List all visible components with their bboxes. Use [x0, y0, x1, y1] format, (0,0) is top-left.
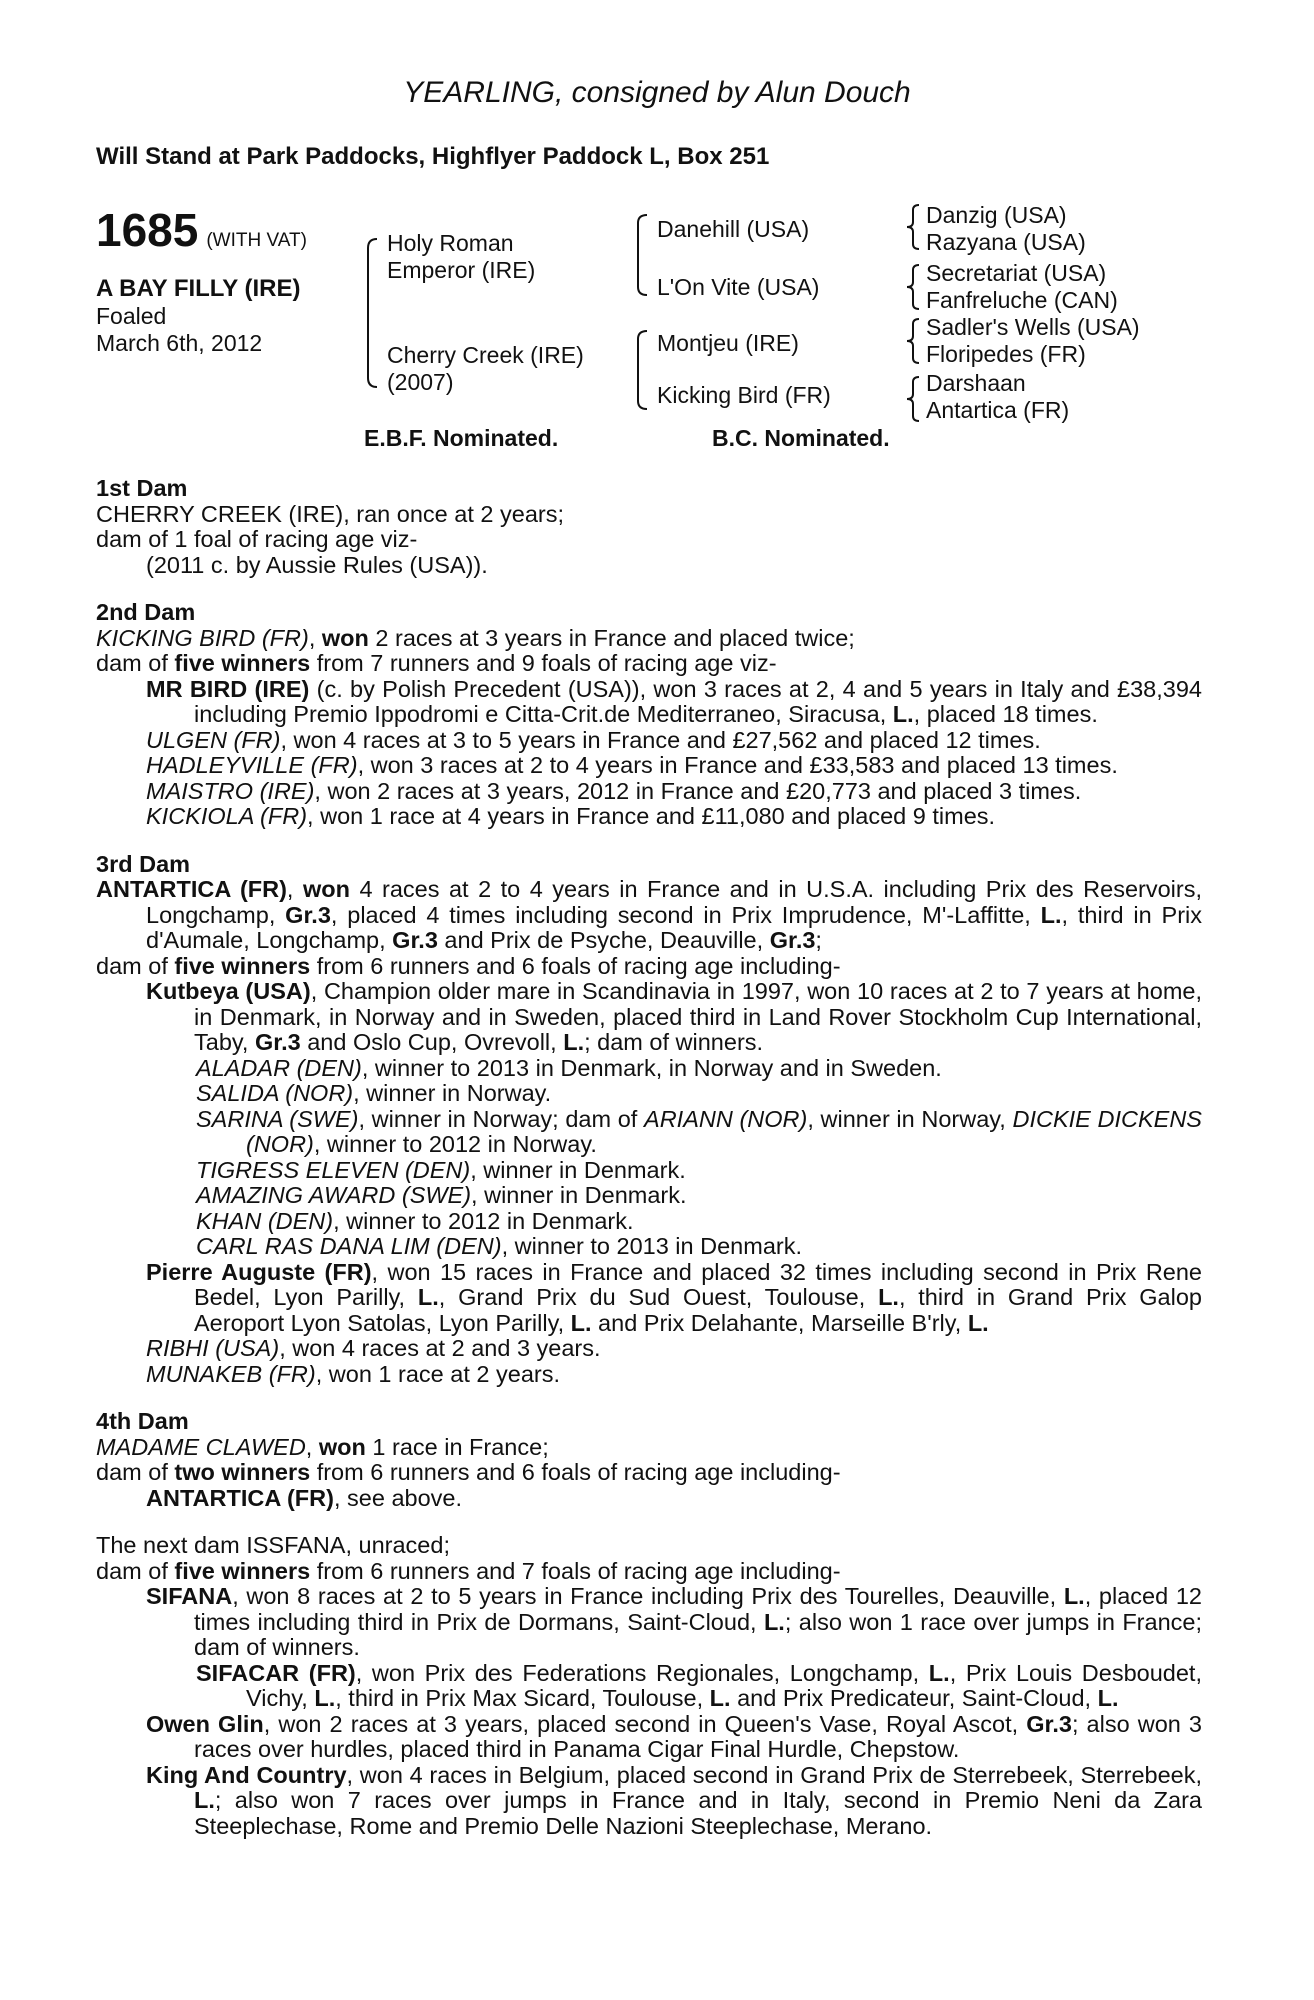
third-dam-section	[96, 852, 1202, 1388]
third-dam-produce: dam of five winners from 6 runners and 6 foals of racing age including-	[96, 952, 841, 979]
pedigree-ddd: Antartica (FR)	[926, 397, 1070, 423]
lot-number: 1685	[96, 204, 199, 256]
pedigree-sire-sire: Danehill (USA)	[657, 216, 810, 242]
pedigree-bracket-sss	[906, 204, 920, 250]
pedigree-dam-dam: Kicking Bird (FR)	[657, 382, 831, 408]
list-item: King And Country, won 4 races in Belgium, placed second in Grand Prix de Sterrebeek, Sterrebeek, L.; also won 7 races over jumps in France and in Italy, second in Premio Neni da Zara Steeplechase, Rome and Premio Delle Nazioni Steeplechase, Merano.	[146, 1761, 1203, 1839]
list-item: MUNAKEB (FR), won 1 race at 2 years.	[146, 1360, 560, 1387]
page-header: YEARLING, consigned by Alun Douch	[403, 76, 911, 109]
bc-nominated: B.C. Nominated.	[712, 425, 890, 451]
first-dam-line: CHERRY CREEK (IRE), ran once at 2 years;	[96, 500, 564, 527]
first-dam-foal: (2011 c. by Aussie Rules (USA)).	[146, 551, 488, 578]
list-item: SARINA (SWE), winner in Norway; dam of ARIANN (NOR), winner in Norway, DICKIE DICKENS (NOR), winner to 2012 in Norway.	[196, 1105, 1202, 1157]
pedigree-sdd: Fanfreluche (CAN)	[926, 287, 1118, 313]
second-dam-section	[96, 600, 1202, 830]
fourth-dam-produce: dam of two winners from 6 runners and 6 foals of racing age including-	[96, 1459, 841, 1485]
horse-name: A BAY FILLY (IRE)	[96, 275, 301, 302]
foaled-label: Foaled	[96, 303, 167, 329]
lot-block	[96, 203, 307, 257]
fourth-dam-intro: MADAME CLAWED, won 1 race in France;	[96, 1433, 549, 1460]
list-item: ANTARTICA (FR), see above.	[146, 1484, 463, 1511]
list-item: SIFANA, won 8 races at 2 to 5 years in France including Prix des Tourelles, Deauville, L., placed 12 times including third in Prix de Dormans, Saint-Cloud, L.; also won 1 race over jumps in France; dam of winners.	[146, 1583, 1202, 1660]
pedigree-dsd: Floripedes (FR)	[926, 341, 1086, 367]
pedigree-bracket-dss	[906, 318, 920, 364]
pedigree-bracket-dds	[906, 376, 920, 422]
first-dam-line: dam of 1 foal of racing age viz-	[96, 526, 418, 552]
pedigree-sire-dam: L'On Vite (USA)	[657, 274, 820, 300]
pedigree-dam-sire: Montjeu (IRE)	[657, 330, 799, 356]
list-item: SIFACAR (FR), won Prix des Federations Regionales, Longchamp, L., Prix Louis Desboudet, Vichy, L., third in Prix Max Sicard, Toulouse, L. and Prix Predicateur, Saint-Cloud, L.	[196, 1659, 1202, 1711]
pedigree-dds: Darshaan	[926, 370, 1026, 396]
foaled-info	[96, 303, 262, 357]
list-item: RIBHI (USA), won 4 races at 2 and 3 years.	[146, 1335, 601, 1361]
pedigree-dss: Sadler's Wells (USA)	[926, 314, 1140, 340]
list-item: KICKIOLA (FR), won 1 race at 4 years in France and £11,080 and placed 9 times.	[146, 803, 996, 829]
list-item: SALIDA (NOR), winner in Norway.	[196, 1080, 552, 1106]
list-item: ULGEN (FR), won 4 races at 3 to 5 years in France and £27,562 and placed 12 times.	[146, 726, 1041, 753]
stand-location: Will Stand at Park Paddocks, Highflyer Paddock L, Box 251	[96, 143, 770, 170]
pedigree-sire: Holy Roman Emperor (IRE)	[387, 230, 536, 283]
list-item: ALADAR (DEN), winner to 2013 in Denmark, in Norway and in Sweden.	[196, 1054, 942, 1081]
next-dam-section	[96, 1533, 1202, 1839]
list-item: HADLEYVILLE (FR), won 3 races at 2 to 4 years in France and £33,583 and placed 13 times.	[146, 752, 1118, 778]
pedigree-bracket-dam	[636, 330, 648, 410]
second-dam-produce: dam of five winners from 7 runners and 9 foals of racing age viz-	[96, 650, 777, 676]
next-dam-produce: dam of five winners from 6 runners and 7 foals of racing age including-	[96, 1557, 841, 1584]
pedigree-sss: Danzig (USA)	[926, 202, 1067, 228]
list-item: Kutbeya (USA), Champion older mare in Scandinavia in 1997, won 10 races at 2 to 7 years at home, in Denmark, in Norway and in Sweden, placed third in Land Rover Stockholm Cup International, Taby, Gr.3 and Oslo Cup, Ovrevoll, L.; dam of winners.	[146, 978, 1202, 1055]
first-dam-section	[96, 476, 1202, 578]
pedigree-ssd: Razyana (USA)	[926, 229, 1086, 255]
pedigree-bracket-main	[366, 238, 378, 388]
list-item: CARL RAS DANA LIM (DEN), winner to 2013 in Denmark.	[196, 1233, 802, 1259]
list-item: MR BIRD (IRE) (c. by Polish Precedent (USA)), won 3 races at 2, 4 and 5 years in Italy and £38,394 including Premio Ippodromi e Citta-Crit.de Mediterraneo, Siracusa, L., placed 18 times.	[146, 675, 1202, 727]
lot-vat: (WITH VAT)	[206, 230, 307, 251]
pedigree-dam: Cherry Creek (IRE) (2007)	[387, 342, 584, 395]
pedigree-bracket-sds	[906, 264, 920, 310]
third-dam-intro: ANTARTICA (FR), won 4 races at 2 to 4 years in France and in U.S.A. including Prix des Reservoirs, Longchamp, Gr.3, placed 4 times including second in Prix Imprudence, M'-Laffitte, L., third in Prix d'Aumale, Longchamp, Gr.3 and Prix de Psyche, Deauville, Gr.3;	[96, 876, 1202, 953]
pedigree-bracket-sire	[636, 214, 648, 296]
pedigree-sds: Secretariat (USA)	[926, 260, 1107, 286]
list-item: MAISTRO (IRE), won 2 races at 3 years, 2012 in France and £20,773 and placed 3 times.	[146, 777, 1082, 804]
ebf-nominated: E.B.F. Nominated.	[364, 425, 559, 451]
list-item: KHAN (DEN), winner to 2012 in Denmark.	[196, 1207, 634, 1234]
list-item: TIGRESS ELEVEN (DEN), winner in Denmark.	[196, 1156, 686, 1183]
second-dam-heading: 2nd Dam	[96, 599, 196, 625]
third-dam-heading: 3rd Dam	[96, 850, 191, 877]
foaled-date: March 6th, 2012	[96, 330, 263, 356]
list-item: Pierre Auguste (FR), won 15 races in France and placed 32 times including second in Prix Rene Bedel, Lyon Parilly, L., Grand Prix du Sud Ouest, Toulouse, L., third in Grand Prix Galop Aeroport Lyon Satolas, Lyon Parilly, L. and Prix Delahante, Marseille B'rly, L.	[146, 1258, 1203, 1336]
list-item: AMAZING AWARD (SWE), winner in Denmark.	[196, 1182, 687, 1208]
next-dam-intro: The next dam ISSFANA, unraced;	[96, 1532, 450, 1558]
fourth-dam-section	[96, 1409, 1202, 1511]
second-dam-intro: KICKING BIRD (FR), won 2 races at 3 years in France and placed twice;	[96, 624, 855, 651]
fourth-dam-heading: 4th Dam	[96, 1408, 189, 1434]
catalogue-body	[96, 476, 1202, 1839]
list-item: Owen Glin, won 2 races at 3 years, placed second in Queen's Vase, Royal Ascot, Gr.3; also won 3 races over hurdles, placed third in Panama Cigar Final Hurdle, Chepstow.	[146, 1710, 1202, 1762]
first-dam-heading: 1st Dam	[96, 475, 188, 501]
